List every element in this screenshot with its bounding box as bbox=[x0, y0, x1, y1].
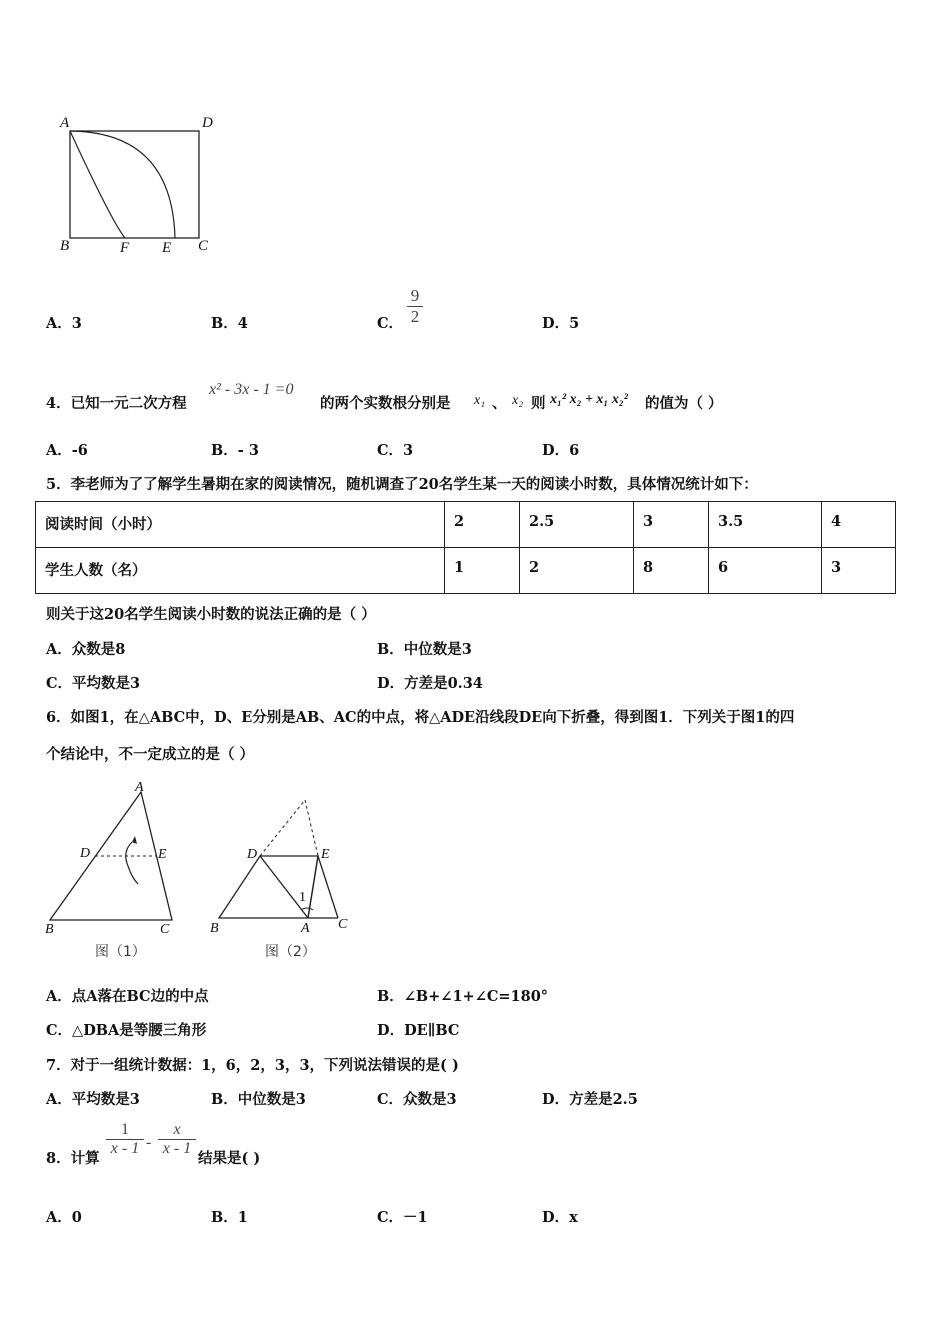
label-E: E bbox=[321, 847, 330, 862]
fraction-numerator: 9 bbox=[410, 286, 420, 305]
figure-1-caption: 图（1） bbox=[95, 944, 146, 960]
label-F: F bbox=[120, 240, 130, 256]
q8-option-d[interactable]: D．x bbox=[542, 1209, 578, 1226]
q5-option-d[interactable]: D．方差是0.34 bbox=[377, 675, 483, 692]
q6-figure-1 bbox=[40, 780, 190, 965]
q5-data-table bbox=[35, 501, 896, 594]
label-B: B bbox=[210, 921, 219, 936]
label-B: B bbox=[45, 922, 54, 937]
label-A: A bbox=[135, 780, 144, 795]
q8-prefix: 8．计算 bbox=[46, 1150, 100, 1167]
q4-mid: 的两个实数根分别是 bbox=[320, 395, 451, 412]
q4-prefix: 4．已知一元二次方程 bbox=[46, 395, 187, 412]
q7-option-b[interactable]: B．中位数是3 bbox=[211, 1091, 306, 1108]
q5-option-a[interactable]: A．众数是8 bbox=[46, 641, 126, 658]
table-cell: 6 bbox=[709, 548, 822, 594]
q8-fraction-2 bbox=[158, 1121, 196, 1158]
table-cell: 学生人数（名） bbox=[36, 548, 445, 594]
q3-figure bbox=[52, 112, 232, 262]
label-D: D bbox=[247, 847, 258, 862]
q7-option-c[interactable]: C．众数是3 bbox=[377, 1091, 457, 1108]
q4-option-b[interactable]: B．- 3 bbox=[211, 442, 259, 459]
fraction-numerator: x bbox=[173, 1121, 181, 1138]
table-row bbox=[36, 502, 896, 548]
label-A: A bbox=[60, 115, 70, 131]
table-cell: 8 bbox=[634, 548, 709, 594]
table-row bbox=[36, 548, 896, 594]
q6-option-a[interactable]: A．点A落在BC边的中点 bbox=[46, 988, 209, 1005]
triangle-fold-figure-2 bbox=[205, 790, 355, 965]
table-cell: 3.5 bbox=[709, 502, 822, 548]
q3-option-c[interactable]: C． bbox=[377, 315, 404, 332]
q6-stem-line1: 6．如图1，在△ABC中，D、E分别是AB、AC的中点，将△ADE沿线段DE向下折叠，得到图1．下列关于图1的四 bbox=[46, 709, 795, 726]
label-C: C bbox=[198, 238, 209, 254]
q6-option-d[interactable]: D．DE∥BC bbox=[377, 1022, 460, 1039]
label-C: C bbox=[338, 917, 348, 932]
q4-then: 则 bbox=[531, 395, 546, 412]
q6-stem-line2: 个结论中，不一定成立的是（ ） bbox=[46, 746, 255, 763]
q4-option-d[interactable]: D．6 bbox=[542, 442, 580, 459]
q4-x2: x₂ bbox=[512, 393, 524, 408]
fraction-denominator: 2 bbox=[407, 306, 423, 327]
q8-fraction-1 bbox=[106, 1121, 144, 1158]
q4-option-c[interactable]: C．3 bbox=[377, 442, 414, 459]
q4-equation: x² - 3x - 1 =0 bbox=[209, 381, 294, 398]
table-cell: 2 bbox=[520, 548, 634, 594]
label-D: D bbox=[80, 846, 91, 861]
q7-option-d[interactable]: D．方差是2.5 bbox=[542, 1091, 638, 1108]
q4-sep: 、 bbox=[492, 395, 507, 412]
q6-option-c[interactable]: C．△DBA是等腰三角形 bbox=[46, 1022, 207, 1039]
q3-option-d[interactable]: D．5 bbox=[542, 315, 580, 332]
table-cell: 2.5 bbox=[520, 502, 634, 548]
q3-option-b[interactable]: B．4 bbox=[211, 315, 248, 332]
q6-option-b[interactable]: B．∠B+∠1+∠C=180° bbox=[377, 988, 549, 1005]
q8-option-b[interactable]: B．1 bbox=[211, 1209, 248, 1226]
q3-option-a[interactable]: A．3 bbox=[46, 315, 82, 332]
q8-suffix: 结果是( ) bbox=[198, 1150, 261, 1167]
label-A: A bbox=[301, 921, 310, 936]
q4-suffix: 的值为（ ） bbox=[645, 395, 723, 412]
fraction-denominator: x - 1 bbox=[106, 1139, 144, 1158]
q4-x1: x₁ bbox=[474, 393, 486, 408]
table-cell: 2 bbox=[445, 502, 520, 548]
q8-option-a[interactable]: A．0 bbox=[46, 1209, 82, 1226]
table-cell: 阅读时间（小时） bbox=[36, 502, 445, 548]
q6-figure-2 bbox=[205, 790, 355, 965]
fraction-numerator: 1 bbox=[121, 1121, 129, 1138]
figure-2-caption: 图（2） bbox=[265, 944, 316, 960]
q4-expression: x₁² x₂ + x₁ x₂² bbox=[550, 392, 628, 407]
q8-minus: - bbox=[146, 1134, 152, 1151]
q8-option-c[interactable]: C．－1 bbox=[377, 1209, 428, 1226]
table-cell: 3 bbox=[822, 548, 896, 594]
q5-option-c[interactable]: C．平均数是3 bbox=[46, 675, 141, 692]
label-C: C bbox=[160, 922, 170, 937]
table-cell: 3 bbox=[634, 502, 709, 548]
q3-option-c-fraction bbox=[407, 286, 423, 327]
label-D: D bbox=[202, 115, 213, 131]
table-cell: 4 bbox=[822, 502, 896, 548]
q7-option-a[interactable]: A．平均数是3 bbox=[46, 1091, 140, 1108]
q5-question: 则关于这20名学生阅读小时数的说法正确的是（ ） bbox=[46, 606, 376, 623]
q5-stem: 5．李老师为了了解学生暑期在家的阅读情况，随机调查了20名学生某一天的阅读小时数，具体情况统计如下： bbox=[46, 476, 758, 493]
fraction-denominator: x - 1 bbox=[158, 1139, 196, 1158]
q7-stem: 7．对于一组统计数据：1，6，2，3，3，下列说法错误的是( ) bbox=[46, 1057, 459, 1074]
label-E: E bbox=[162, 240, 172, 256]
label-E: E bbox=[158, 847, 167, 862]
table-cell: 1 bbox=[445, 548, 520, 594]
q5-option-b[interactable]: B．中位数是3 bbox=[377, 641, 472, 658]
angle-1-label: 1 bbox=[299, 890, 306, 905]
label-B: B bbox=[60, 238, 70, 254]
q4-option-a[interactable]: A．-6 bbox=[46, 442, 88, 459]
